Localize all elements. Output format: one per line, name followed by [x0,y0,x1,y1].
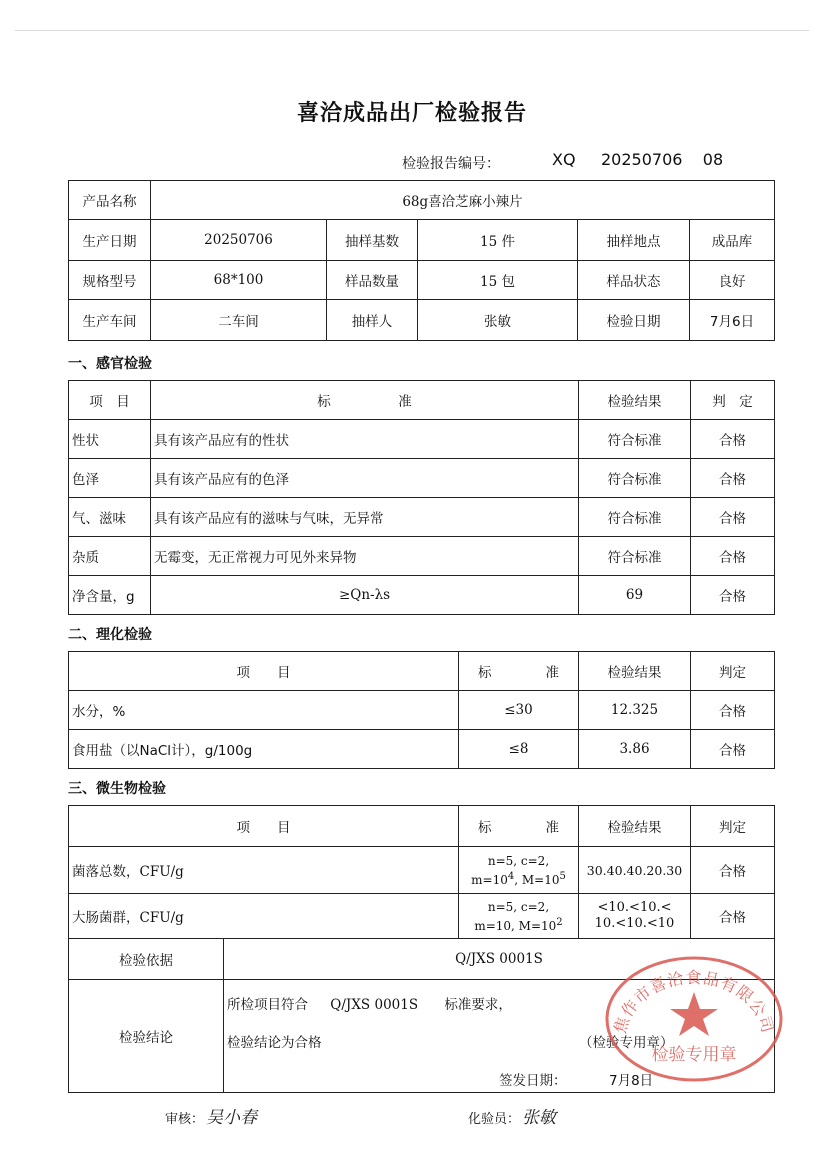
issue-date-label: 签发日期： [499,1073,567,1089]
sampler-label: 抽样人 [327,300,418,341]
sensory-row-result: 符合标准 [579,498,691,537]
micro-row-judge: 合格 [691,894,775,939]
sensory-header-judge: 判 定 [691,381,775,420]
sample-place-label: 抽样地点 [578,220,690,261]
prod-date-value: 20250706 [151,220,327,261]
sensory-row-result: 符合标准 [579,420,691,459]
workshop-label: 生产车间 [69,300,151,341]
physchem-heading: 二、理化检验 [68,627,152,643]
sensory-row-standard: ≥Qn-λs [151,576,579,615]
sensory-row-judge: 合格 [691,498,775,537]
physchem-row-judge: 合格 [691,691,775,730]
sensory-row-result: 69 [579,576,691,615]
physchem-header-judge: 判定 [691,652,775,691]
conclusion-label: 检验结论 [69,980,224,1093]
inspector-label: 化验员： [468,1112,521,1127]
workshop-value: 二车间 [151,300,327,341]
inspect-date-value: 7月6日 [690,300,775,341]
micro-row-standard: n=5, c=2, m=10, $M=10^2$ [459,894,579,939]
micro-row-item: 大肠菌群，CFU/g [69,894,459,939]
report-number-prefix: XQ [552,150,576,169]
conclusion-line1: 所检项目符合 Q/JXS 0001S 标准要求， [227,997,512,1013]
sensory-row-result: 符合标准 [579,537,691,576]
physchem-header-standard: 标 准 [459,652,579,691]
physchem-row-judge: 合格 [691,730,775,769]
report-number [402,150,724,173]
sampler-value: 张敏 [418,300,578,341]
sensory-row-judge: 合格 [691,459,775,498]
sample-state-value: 良好 [690,261,775,300]
micro-row-standard: n=5, c=2, $m=10^4$, $M=10^5$ [459,847,579,894]
micro-row-result: 30.40.40.20.30 [579,847,691,894]
micro-header-standard: 标 准 [459,806,579,847]
reviewer-signature [165,1103,257,1128]
sensory-header-result: 检验结果 [579,381,691,420]
company-seal [603,952,785,1082]
reviewer-name: 吴小春 [206,1108,258,1128]
prod-date-label: 生产日期 [69,220,151,261]
issue-date: 7月8日 [609,1073,654,1089]
sensory-row-item: 性状 [69,420,151,459]
sensory-row-result: 符合标准 [579,459,691,498]
micro-header-item: 项 目 [69,806,459,847]
sensory-row-judge: 合格 [691,576,775,615]
inspector-name: 张敏 [522,1108,557,1128]
stamp-note: （检验专用章） [579,1035,674,1051]
reviewer-label: 审核： [165,1112,205,1127]
conclusion-line2: 检验结论为合格 [227,1035,322,1051]
physchem-row-item: 食用盐（以NaCl计），g/100g [69,730,459,769]
product-name-value: 68g喜洽芝麻小辣片 [151,181,775,220]
physchem-table [68,651,775,769]
micro-heading: 三、微生物检验 [68,781,166,797]
sensory-row-item: 净含量，g [69,576,151,615]
sample-qty-value: 15 包 [418,261,578,300]
spec-label: 规格型号 [69,261,151,300]
physchem-row-standard: ≤30 [459,691,579,730]
physchem-row-result: 3.86 [579,730,691,769]
sensory-row-standard: 具有该产品应有的性状 [151,420,579,459]
sample-base-value: 15 件 [418,220,578,261]
micro-header-result: 检验结果 [579,806,691,847]
micro-row-item: 菌落总数，CFU/g [69,847,459,894]
seal-purpose-text: 检验专用章 [651,1045,737,1065]
sensory-row-standard: 具有该产品应有的色泽 [151,459,579,498]
physchem-row-item: 水分，% [69,691,459,730]
inspector-signature [468,1103,556,1128]
inspect-date-label: 检验日期 [578,300,690,341]
page-top-rule [15,30,809,31]
sensory-table [68,380,775,615]
sensory-header-standard: 标 准 [151,381,579,420]
sensory-row-item: 气、滋味 [69,498,151,537]
sensory-row-item: 杂质 [69,537,151,576]
report-number-date: 20250706 [601,150,683,169]
sensory-row-item: 色泽 [69,459,151,498]
physchem-header-result: 检验结果 [579,652,691,691]
sensory-heading: 一、感官检验 [68,356,152,372]
micro-row-result: <10.<10.< 10.<10.<10 [579,894,691,939]
seal-company-text: 焦作市喜洽食品有限公司 [610,968,778,1036]
product-name-label: 产品名称 [69,181,151,220]
physchem-header-item: 项 目 [69,652,459,691]
report-number-label: 检验报告编号： [402,156,500,172]
physchem-row-result: 12.325 [579,691,691,730]
sensory-row-standard: 具有该产品应有的滋味与气味，无异常 [151,498,579,537]
seal-star-icon [670,992,718,1036]
sensory-row-standard: 无霉变，无正常视力可见外来异物 [151,537,579,576]
sample-place-value: 成品库 [690,220,775,261]
sample-base-label: 抽样基数 [327,220,418,261]
basis-label: 检验依据 [69,939,224,980]
sample-state-label: 样品状态 [578,261,690,300]
spec-value: 68*100 [151,261,327,300]
micro-row-judge: 合格 [691,847,775,894]
sensory-row-judge: 合格 [691,420,775,459]
sensory-header-item: 项 目 [69,381,151,420]
report-number-seq: 08 [702,150,724,169]
sensory-row-judge: 合格 [691,537,775,576]
physchem-row-standard: ≤8 [459,730,579,769]
report-title: 喜洽成品出厂检验报告 [296,101,527,126]
micro-header-judge: 判定 [691,806,775,847]
sample-qty-label: 样品数量 [327,261,418,300]
product-info-table [68,180,775,341]
basis-value: Q/JXS 0001S [224,939,775,980]
